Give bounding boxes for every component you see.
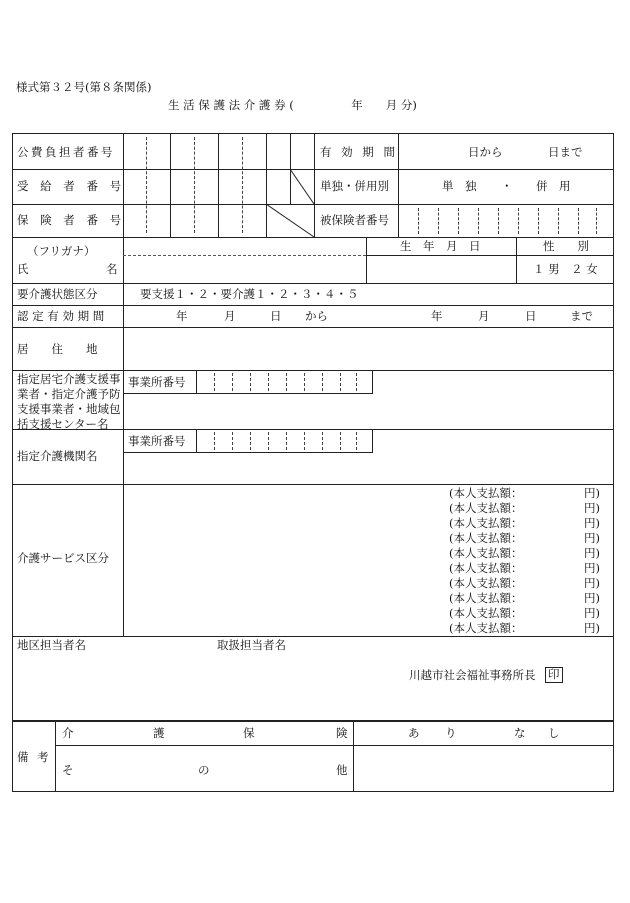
diagonal-strike: [266, 204, 315, 238]
self-pay-label: (本人支払額：: [449, 546, 523, 560]
self-pay-label: (本人支払額：: [449, 621, 523, 635]
label-single-combined: 単独・併用別: [320, 179, 389, 193]
remarks-no-1: な: [514, 726, 526, 740]
seal-mark: 印: [545, 667, 563, 683]
remarks-label-2: 考: [37, 750, 49, 764]
self-pay-yen: 円): [584, 501, 600, 515]
self-pay-yen: 円): [584, 576, 600, 590]
remarks-insurance-1: 介: [62, 726, 74, 740]
care-level-options: 要支援１・２・要介護１・２・３・４・５: [140, 287, 359, 301]
label-sex: 性 別: [543, 239, 589, 253]
cert-from: から: [305, 309, 328, 323]
label-support-office-3: 支援事業者・地域包: [17, 402, 121, 416]
form-number: 様式第３２号(第８条関係): [16, 80, 152, 94]
cert-day-1: 日: [270, 309, 282, 323]
remarks-other-1: そ: [62, 763, 74, 777]
cert-until: まで: [570, 309, 593, 323]
self-pay-yen: 円): [584, 606, 600, 620]
valid-to: 日まで: [548, 145, 583, 159]
label-office-no-1: 事業所番号: [128, 375, 186, 389]
remarks-yes-2: り: [445, 726, 457, 740]
page-title: 生 活 保 護 法 介 護 券 ( 年 月 分): [168, 98, 417, 112]
diagonal-strike: [290, 169, 315, 205]
label-public-payer-no: 公費負担者番号: [17, 145, 115, 159]
self-pay-label: (本人支払額：: [449, 531, 523, 545]
self-pay-yen: 円): [584, 561, 600, 575]
self-pay-label: (本人支払額：: [449, 576, 523, 590]
option-combined: 併 用: [536, 179, 571, 193]
self-pay-label: (本人支払額：: [449, 486, 523, 500]
label-care-level: 要介護状態区分: [17, 287, 98, 301]
label-cert-period: 認 定 有 効 期 間: [17, 309, 105, 323]
cert-day-2: 日: [525, 309, 537, 323]
cert-month-2: 月: [478, 309, 490, 323]
label-recipient-no: 受 給 者 番 号: [17, 179, 126, 193]
self-pay-label: (本人支払額：: [449, 591, 523, 605]
self-pay-label: (本人支払額：: [449, 561, 523, 575]
self-pay-yen: 円): [584, 486, 600, 500]
label-support-office-4: 括支援センター名: [17, 417, 109, 431]
cert-month-1: 月: [224, 309, 236, 323]
remarks-insurance-3: 保: [243, 726, 255, 740]
self-pay-label: (本人支払額：: [449, 606, 523, 620]
self-pay-label: (本人支払額：: [449, 516, 523, 530]
remarks-other-2: の: [198, 763, 210, 777]
label-service-category: 介護サービス区分: [17, 551, 109, 565]
label-office-no-2: 事業所番号: [128, 434, 186, 448]
valid-from: 日から: [468, 145, 503, 159]
cert-year-2: 年: [431, 309, 443, 323]
label-insurer-no: 保 険 者 番 号: [17, 213, 126, 227]
self-pay-yen: 円): [584, 531, 600, 545]
label-support-office-2: 業者・指定介護予防: [17, 387, 121, 401]
label-district-staff: 地区担当者名: [17, 638, 86, 652]
self-pay-yen: 円): [584, 591, 600, 605]
self-pay-yen: 円): [584, 621, 600, 635]
label-validity-period: 有 効 期 間: [320, 145, 398, 159]
label-birth-date: 生 年 月 日: [400, 239, 481, 253]
self-pay-label: (本人支払額：: [449, 501, 523, 515]
label-furigana: （フリガナ）: [27, 244, 96, 258]
remarks-label-1: 備: [17, 750, 29, 764]
label-support-office-1: 指定居宅介護支援事: [17, 372, 121, 386]
cert-year-1: 年: [176, 309, 188, 323]
remarks-yes-1: あ: [408, 726, 420, 740]
remarks-insurance-2: 護: [153, 726, 165, 740]
option-separator: ・: [501, 179, 513, 193]
office-chief: 川越市社会福祉事務所長: [409, 668, 536, 682]
label-residence: 居 住 地: [17, 342, 98, 356]
self-pay-yen: 円): [584, 546, 600, 560]
label-name-left: 氏: [17, 262, 29, 276]
label-name-right: 名: [106, 262, 118, 276]
self-pay-yen: 円): [584, 516, 600, 530]
remarks-other-3: 他: [336, 763, 348, 777]
label-care-institution: 指定介護機関名: [17, 449, 98, 463]
remarks-no-2: し: [548, 726, 560, 740]
label-handling-staff: 取扱担当者名: [217, 638, 286, 652]
label-insured-no: 被保険者番号: [320, 213, 389, 227]
remarks-insurance-4: 険: [336, 726, 348, 740]
sex-options: １ 男 ２ 女: [533, 262, 598, 276]
option-single: 単 独: [442, 179, 477, 193]
